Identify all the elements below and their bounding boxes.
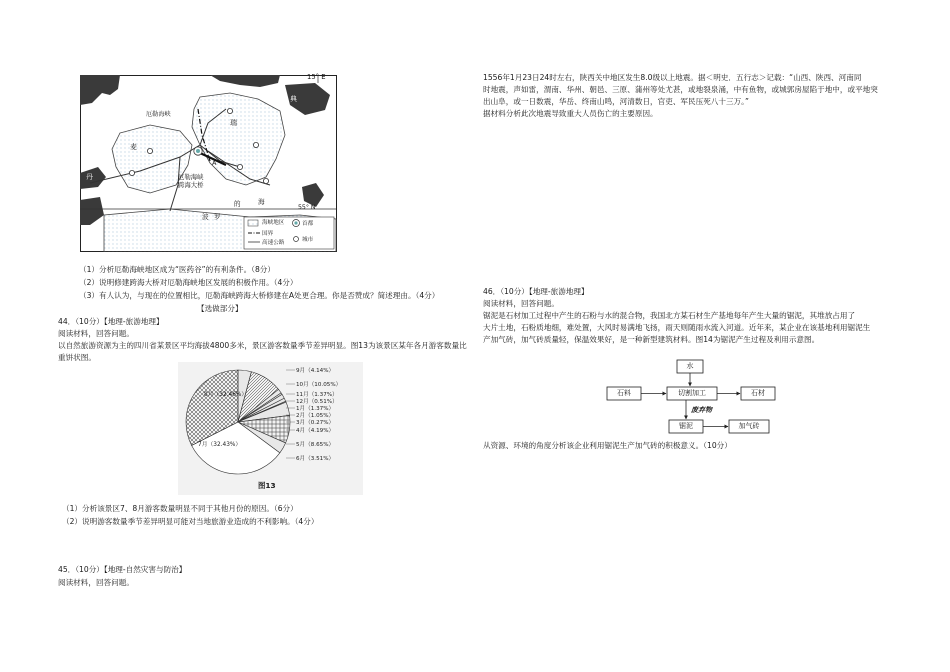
pie-label-4月: 4月（4.19%） — [296, 428, 335, 434]
q45-text-line3: 出山阜，或一日数震，华岳、终南山鸣，河清数日，官吏、军民压死八十三万。” — [483, 97, 749, 106]
q46-text-line3: 产加气砖，加气砖质量轻，保温效果好，是一种新型建筑材料。图14为锯泥产生过程及利用示意图。 — [483, 335, 820, 344]
pie-label-3月: 3月（0.27%） — [296, 420, 335, 426]
map-sweden-label: 瑞 — [230, 119, 237, 127]
flow-water: 水 — [686, 362, 694, 370]
legend-city: 城市 — [302, 237, 314, 243]
optional-section-header: 【选做部分】 — [197, 304, 243, 313]
map-denmark-label: 麦 — [130, 143, 137, 151]
map-bridge-label: 厄勒海峡 跨海大桥 — [178, 173, 204, 189]
pie-label-9月: 9月（4.14%） — [296, 368, 335, 374]
pie-label-6月: 6月（3.51%） — [296, 456, 335, 462]
q46-text-line2: 大片土地，石粉质地细，难处置，大风时易满地飞扬，雨天则随雨水流入河道。近年来，某企业在该基地利用锯泥生 — [483, 323, 871, 332]
oresund-map — [80, 75, 337, 252]
map-a-point: A — [212, 159, 217, 167]
pie-label-5月: 5月（8.65%） — [296, 442, 335, 448]
pie-label-12月: 12月（0.51%） — [296, 399, 338, 405]
q46-intro: 阅读材料，回答问题。 — [483, 299, 559, 308]
flow-cutting: 切割加工 — [678, 389, 706, 397]
pie-chart — [178, 362, 363, 495]
flow-stone-product: 石材 — [751, 389, 765, 397]
q43-part3: （3）有人认为，与现在的位置相比，厄勒海峡跨海大桥修建在A处更合理。你是否赞成？简述理由。（4分） — [79, 291, 440, 300]
pie-chart-figure — [178, 362, 363, 495]
flow-stone-raw: 石料 — [617, 389, 631, 397]
map-strait-label: 厄勒海峡 — [146, 111, 171, 118]
pie-label-2月: 2月（1.05%） — [296, 413, 335, 419]
pie-label-11月: 11月（1.37%） — [296, 392, 338, 398]
q45-text-line2: 时地震，声如雷，渭南、华州、朝邑、三原、蒲州等处尤甚，或地裂泉涌，中有鱼物，或城郭房屋陷于地中，或平地突 — [483, 85, 878, 94]
q44-part2: （2）说明游客数量季节差异明显可能对当地旅游业造成的不利影响。（4分） — [62, 517, 319, 526]
q43-part1: （1）分析厄勒海峡地区成为“医药谷”的有利条件。（8分） — [79, 265, 275, 274]
q45-question: 据材料分析此次地震导致重大人员伤亡的主要原因。 — [483, 109, 658, 118]
q44-intro: 阅读材料，回答问题。 — [58, 329, 134, 338]
map-sea-hai: 海 — [258, 198, 265, 206]
pie-label-10月: 10月（10.05%） — [296, 382, 342, 388]
flow-sludge: 锯泥 — [679, 422, 693, 430]
pie-label-8月: 8月（32.46%） — [204, 392, 248, 398]
q43-part2: （2）说明修建跨海大桥对厄勒海峡地区发展的积极作用。（4分） — [79, 278, 298, 287]
q46-question: 从资源、环境的角度分析该企业利用锯泥生产加气砖的积极意义。（10分） — [483, 441, 732, 450]
flow-waste: 废弃物 — [691, 406, 712, 414]
q44-title: 44．（10分）【地理-旅游地理】 — [58, 317, 164, 326]
pie-label-7月: 7月（32.43%） — [198, 442, 242, 448]
flow-diagram — [605, 358, 780, 438]
q44-text: 以自然旅游资源为主的四川省某景区平均海拔4800多米，景区游客数量季节差异明显。图13为该景区某年各月游客数量比重饼状图。 — [58, 341, 467, 363]
legend-border: 国界 — [262, 231, 274, 237]
legend-strait: 海峡地区 — [262, 220, 285, 226]
q46-text-line1: 锯泥是石材加工过程中产生的石粉与水的混合物，我国北方某石材生产基地每年产生大量的锯泥，其堆放占用了 — [483, 311, 856, 320]
map-sea-po: 波 — [202, 213, 209, 221]
q46-title: 46．（10分）【地理-旅游地理】 — [483, 287, 589, 296]
map-lat-label: 55° N — [298, 204, 316, 211]
map-sea-luo: 罗 — [214, 213, 221, 221]
map-sea-de: 的 — [234, 200, 241, 208]
legend-capital: 首都 — [302, 221, 314, 227]
pie-caption: 图13 — [258, 481, 276, 490]
q45-text-line1: 1556年1月23日24时左右，陕西关中地区发生8.0级以上地震。据＜明史．五行志＞记载：“山西、陕西、河南同 — [483, 73, 862, 82]
legend-highway: 高速公路 — [262, 240, 285, 246]
q45-title: 45．（10分）【地理-自然灾害与防治】 — [58, 565, 187, 574]
flow-brick: 加气砖 — [738, 422, 760, 430]
map-dan-label: 丹 — [86, 173, 93, 181]
map-figure — [80, 75, 337, 252]
map-longitude-label: 15° E — [307, 73, 326, 81]
map-dian-label: 典 — [290, 95, 297, 103]
q44-part1: （1）分析该景区7、8月游客数量明显不同于其他月份的原因。（6分） — [62, 504, 298, 513]
pie-label-1月: 1月（1.37%） — [296, 406, 335, 412]
q45-intro: 阅读材料，回答问题。 — [58, 578, 134, 587]
